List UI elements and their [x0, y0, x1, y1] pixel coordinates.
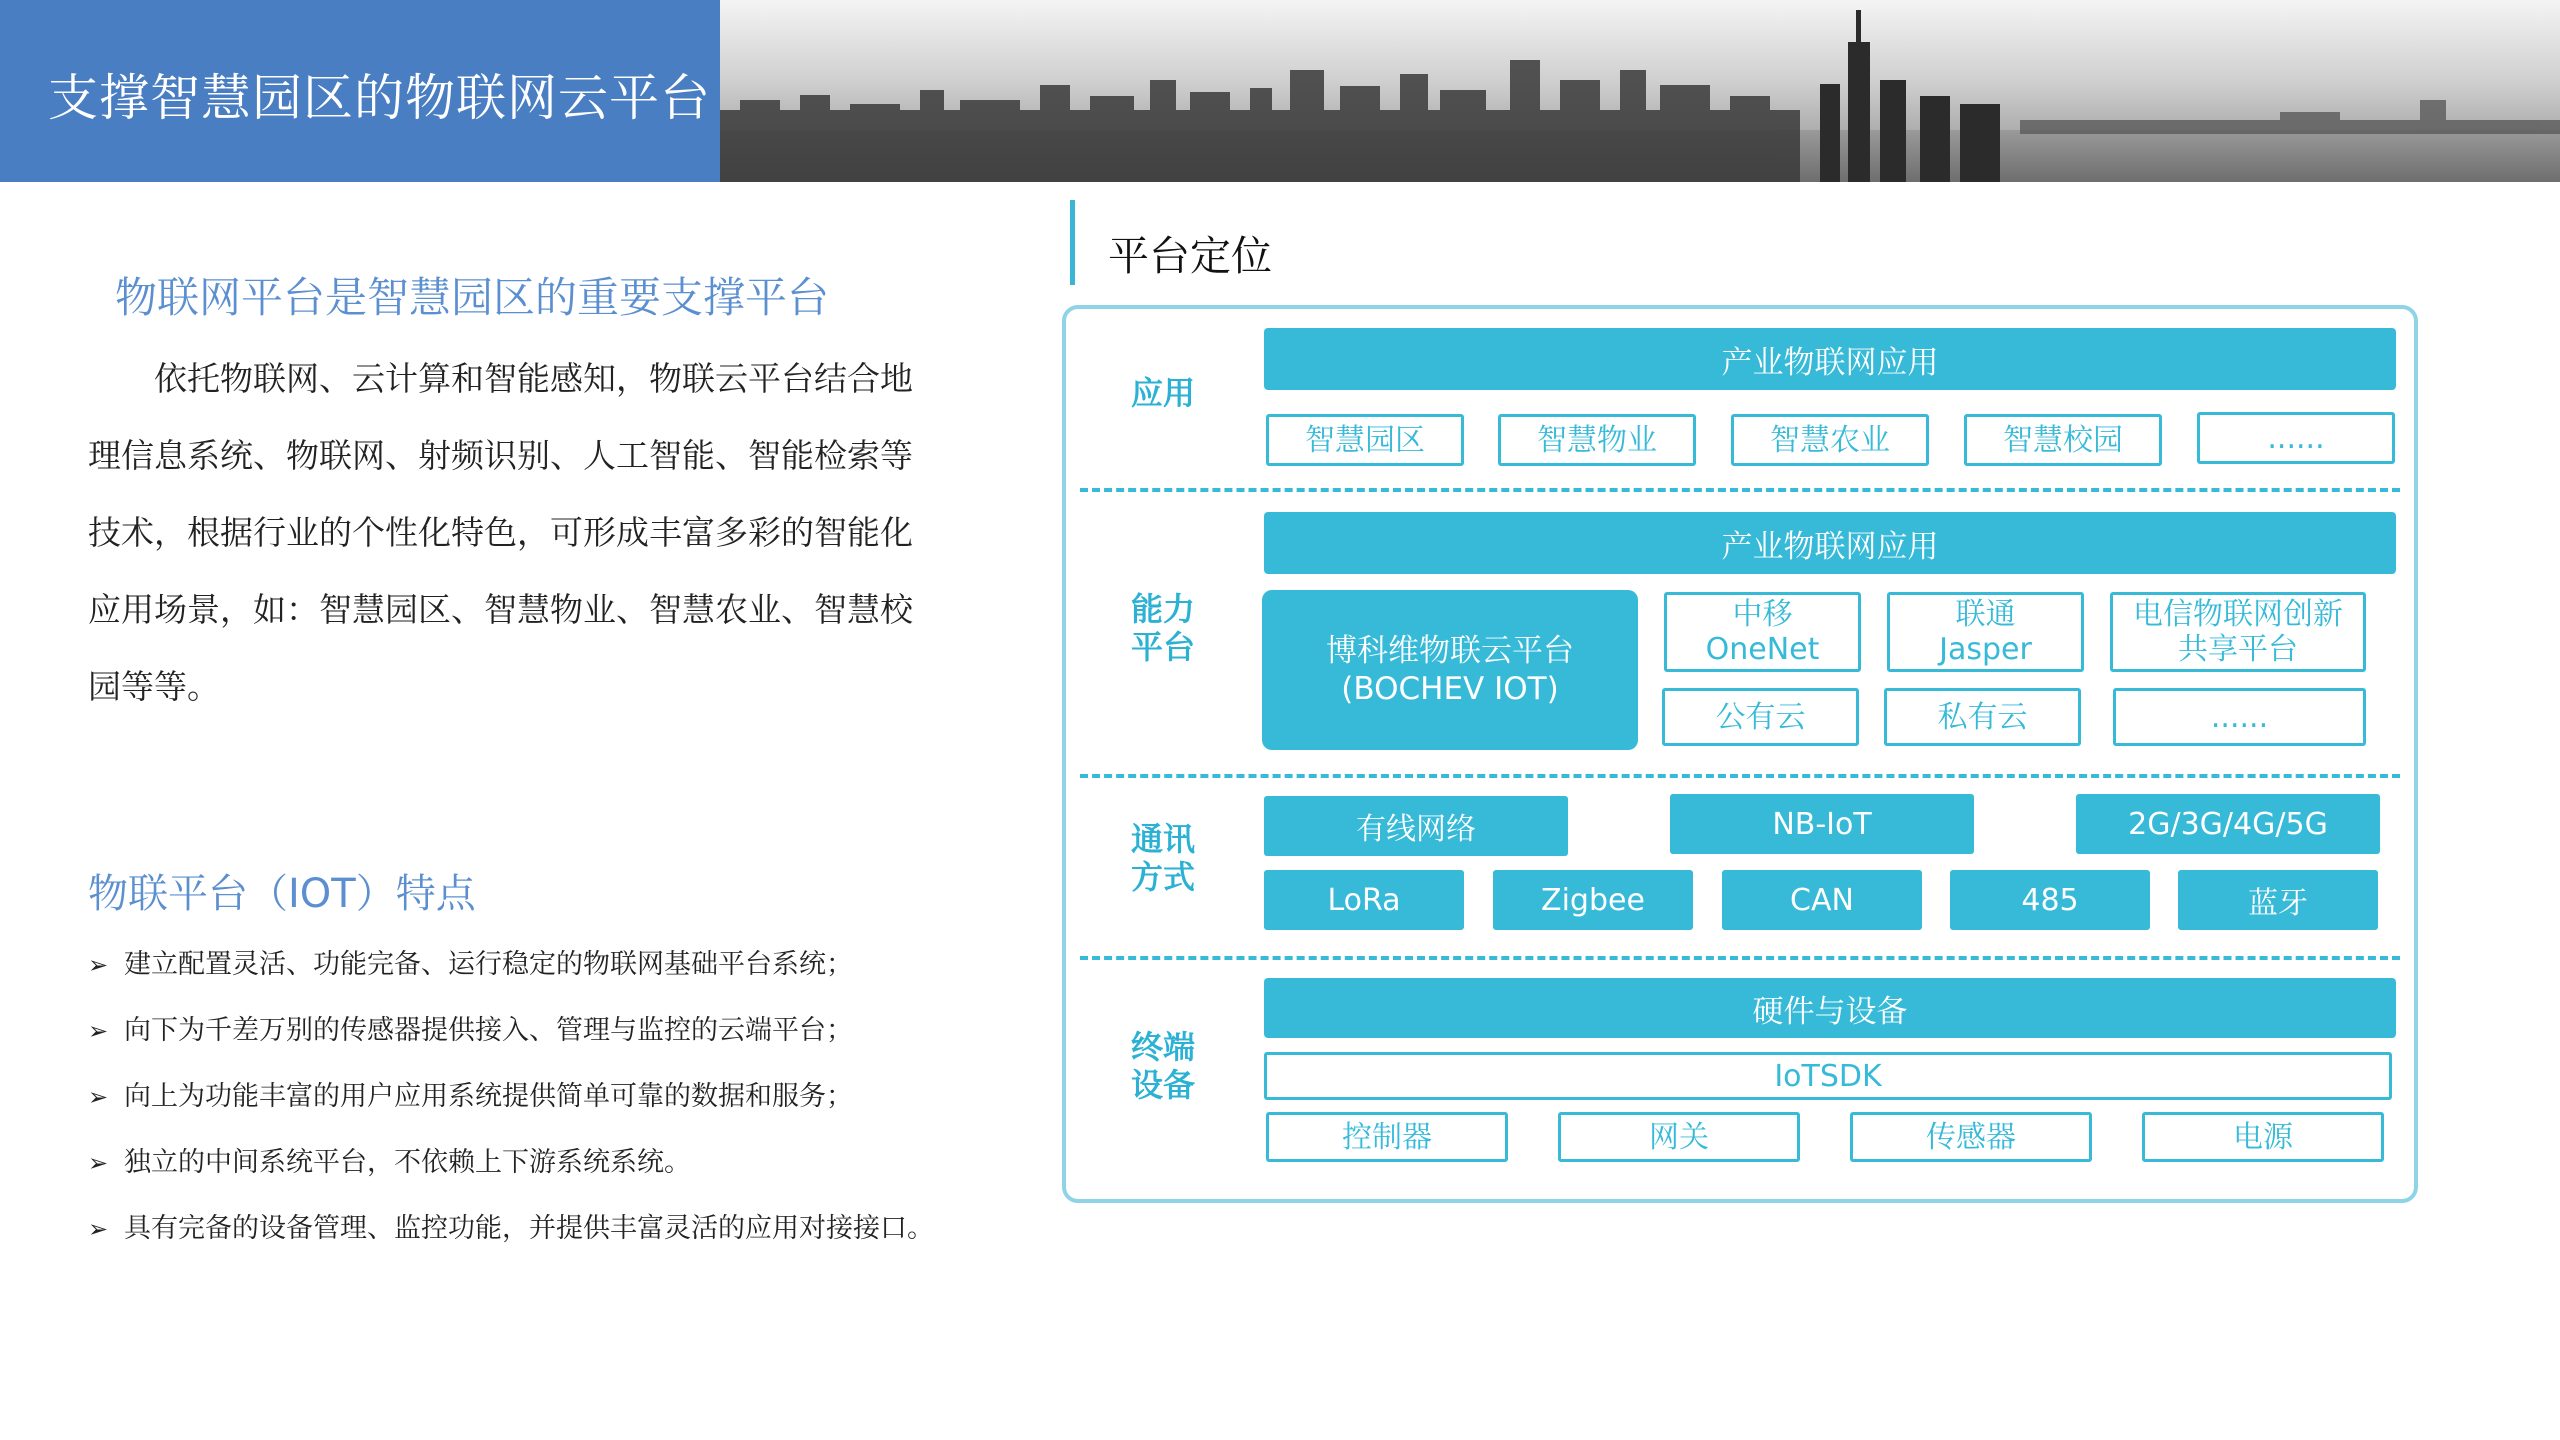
page-title: 支撑智慧园区的物联网云平台 [48, 69, 711, 127]
application-bar: 产业物联网应用 [1264, 328, 2396, 390]
comm-bluetooth: 蓝牙 [2178, 870, 2378, 930]
arrow-bullet-icon: ➢ [88, 951, 109, 979]
list-item [88, 940, 988, 1006]
list-item [88, 1072, 988, 1138]
app-item-smart-campus: 智慧校园 [1964, 414, 2162, 466]
layer-label-communication: 通讯 方式 [1130, 820, 1195, 896]
comm-nb-iot: NB-IoT [1670, 794, 1974, 854]
feature-text: 独立的中间系统平台，不依赖上下游系统系统。 [124, 1147, 691, 1178]
features-list [88, 940, 988, 1270]
device-gateway: 网关 [1558, 1112, 1800, 1162]
title-banner [0, 0, 720, 182]
arrow-bullet-icon: ➢ [88, 1149, 109, 1177]
city-skyline-image [720, 0, 2560, 182]
comm-lora: LoRa [1264, 870, 1464, 930]
iotsdk-box: IoTSDK [1264, 1052, 2392, 1100]
hardware-bar: 硬件与设备 [1264, 978, 2396, 1038]
app-item-smart-park: 智慧园区 [1266, 414, 1464, 466]
comm-wired-network: 有线网络 [1264, 796, 1568, 856]
list-item [88, 1138, 988, 1204]
cmcc-onenet-box: 中移 OneNet [1664, 592, 1861, 672]
layer-divider [1080, 956, 2400, 960]
arrow-bullet-icon: ➢ [88, 1083, 109, 1111]
comm-can: CAN [1722, 870, 1922, 930]
feature-text: 建立配置灵活、功能完备、运行稳定的物联网基础平台系统； [124, 949, 853, 980]
section-accent-bar [1070, 200, 1075, 285]
telecom-iot-platform-box: 电信物联网创新 共享平台 [2110, 592, 2366, 672]
device-sensor: 传感器 [1850, 1112, 2092, 1162]
feature-text: 向上为功能丰富的用户应用系统提供简单可靠的数据和服务； [124, 1081, 853, 1112]
arrow-bullet-icon: ➢ [88, 1017, 109, 1045]
layer-divider [1080, 774, 2400, 778]
comm-485: 485 [1950, 870, 2150, 930]
layer-label-terminal: 终端 设备 [1130, 1028, 1195, 1104]
app-item-more: ...... [2197, 412, 2395, 464]
layer-label-application: 应用 [1130, 374, 1195, 412]
features-heading: 物联平台（IOT）特点 [88, 871, 476, 917]
feature-text: 向下为千差万别的传感器提供接入、管理与监控的云端平台； [124, 1015, 853, 1046]
public-cloud-box: 公有云 [1662, 688, 1859, 746]
platform-support-heading: 物联网平台是智慧园区的重要支撑平台 [115, 273, 830, 322]
capability-bar: 产业物联网应用 [1264, 512, 2396, 574]
feature-text: 具有完备的设备管理、监控功能，并提供丰富灵活的应用对接接口。 [124, 1213, 934, 1244]
intro-text: 依托物联网、云计算和智能感知，物联云平台结合地理信息系统、物联网、射频识别、人工智能、智能检索等技术，根据行业的个性化特色，可形成丰富多彩的智能化应用场景，如：智慧园区、智慧物业、智慧农业、智慧校园等等。 [88, 359, 913, 706]
list-item [88, 1204, 988, 1270]
layer-divider [1080, 488, 2400, 492]
intro-paragraph [88, 340, 918, 725]
layer-label-capability: 能力 平台 [1130, 590, 1195, 666]
cloud-more-box: ...... [2113, 688, 2366, 746]
list-item [88, 1006, 988, 1072]
device-power: 电源 [2142, 1112, 2384, 1162]
page-header [0, 0, 2560, 182]
comm-zigbee: Zigbee [1493, 870, 1693, 930]
private-cloud-box: 私有云 [1884, 688, 2081, 746]
bochev-iot-platform: 博科维物联云平台 (BOCHEV IOT) [1262, 590, 1638, 750]
device-controller: 控制器 [1266, 1112, 1508, 1162]
app-item-smart-property: 智慧物业 [1498, 414, 1696, 466]
comm-cellular: 2G/3G/4G/5G [2076, 794, 2380, 854]
platform-position-title: 平台定位 [1108, 232, 1272, 280]
arrow-bullet-icon: ➢ [88, 1215, 109, 1243]
unicom-jasper-box: 联通 Jasper [1887, 592, 2084, 672]
app-item-smart-agriculture: 智慧农业 [1731, 414, 1929, 466]
